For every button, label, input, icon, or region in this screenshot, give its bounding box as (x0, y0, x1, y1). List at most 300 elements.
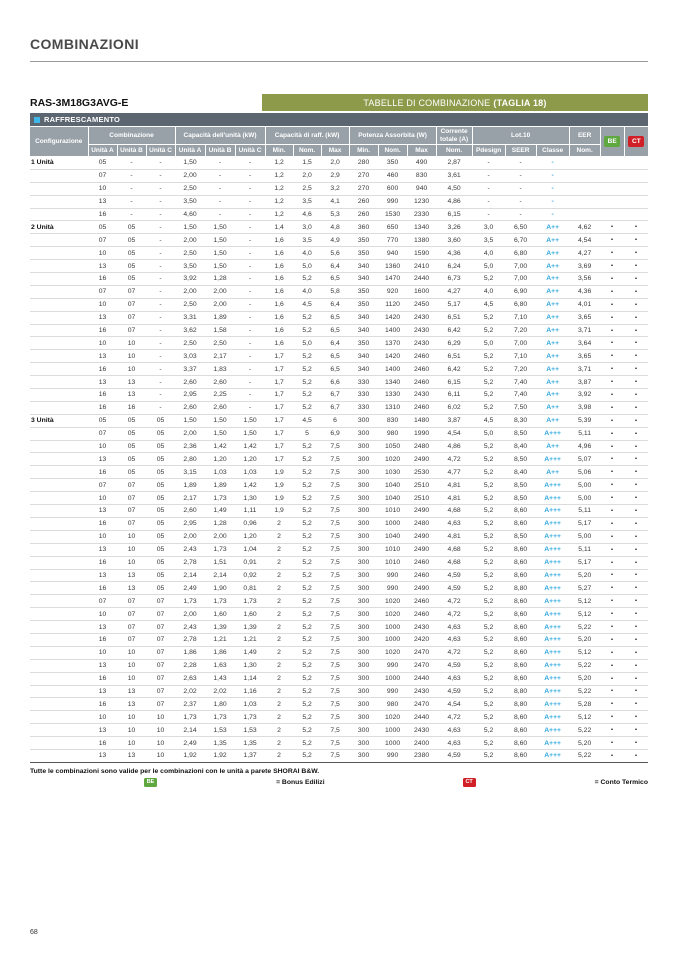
table-cell: 6,7 (321, 389, 349, 402)
sub-raff-nom: Nom. (293, 145, 321, 157)
table-cell: ▪ (624, 298, 648, 311)
config-group-label (30, 621, 88, 634)
table-cell: 300 (349, 440, 378, 453)
table-cell: 2470 (407, 698, 436, 711)
table-cell: 1050 (378, 440, 407, 453)
table-cell: ▪ (624, 543, 648, 556)
table-cell: 4,86 (436, 440, 472, 453)
table-cell: 8,60 (505, 749, 536, 762)
table-cell: 8,50 (505, 530, 536, 543)
table-cell: 05 (146, 466, 175, 479)
table-cell: 8,60 (505, 724, 536, 737)
table-cell: A+++ (536, 543, 569, 556)
table-cell: 1,50 (235, 414, 265, 427)
table-row (30, 273, 648, 286)
table-cell: A++ (536, 376, 569, 389)
config-group-label (30, 569, 88, 582)
table-cell: 2,17 (205, 350, 235, 363)
table-cell: 7,10 (505, 350, 536, 363)
table-cell: 4,1 (321, 195, 349, 208)
table-cell: 4,86 (436, 195, 472, 208)
table-cell: 2,00 (175, 427, 205, 440)
table-cell: 4,63 (436, 672, 472, 685)
table-cell: 1,49 (235, 646, 265, 659)
table-cell: 8,60 (505, 633, 536, 646)
table-cell: 5,3 (321, 208, 349, 221)
table-cell: ▪ (600, 608, 624, 621)
table-cell: 1,03 (205, 466, 235, 479)
config-group-label (30, 363, 88, 376)
table-cell: ▪ (600, 582, 624, 595)
table-cell: 330 (349, 401, 378, 414)
table-cell: 3,50 (175, 195, 205, 208)
table-cell: 1,2 (265, 182, 293, 195)
table-cell: 2,95 (175, 517, 205, 530)
table-cell: 07 (117, 621, 146, 634)
config-group-label (30, 711, 88, 724)
table-cell: - (235, 350, 265, 363)
table-cell: 2480 (407, 517, 436, 530)
table-cell: 2,00 (205, 285, 235, 298)
table-cell: 5,2 (472, 621, 505, 634)
table-cell: 5,2 (472, 749, 505, 762)
table-cell: 1,7 (265, 376, 293, 389)
table-cell: 7,00 (505, 273, 536, 286)
table-cell: ▪ (600, 556, 624, 569)
table-cell: 2 (265, 659, 293, 672)
table-cell: 2,50 (205, 337, 235, 350)
table-cell: 6,80 (505, 298, 536, 311)
table-cell: 980 (378, 427, 407, 440)
table-cell: 1,7 (265, 427, 293, 440)
table-row (30, 285, 648, 298)
table-cell: 4,63 (436, 633, 472, 646)
table-cell: 1,7 (265, 440, 293, 453)
table-cell: 4,27 (569, 247, 600, 260)
config-group-label (30, 273, 88, 286)
table-cell: 1,9 (265, 466, 293, 479)
table-cell: 07 (88, 234, 117, 247)
table-cell: 10 (117, 556, 146, 569)
table-cell: A+++ (536, 698, 569, 711)
table-cell: ▪ (600, 466, 624, 479)
table-cell: 5,2 (472, 633, 505, 646)
table-cell (569, 182, 600, 195)
be-legend-badge: BE (144, 778, 157, 787)
table-cell: A++ (536, 260, 569, 273)
table-cell: 16 (88, 324, 117, 337)
table-cell: ▪ (624, 350, 648, 363)
table-cell: 330 (349, 376, 378, 389)
table-row (30, 749, 648, 762)
table-cell: 990 (378, 195, 407, 208)
table-cell: 300 (349, 646, 378, 659)
table-cell: 4,72 (436, 608, 472, 621)
table-row (30, 595, 648, 608)
table-cell: 1,73 (205, 595, 235, 608)
table-cell: 980 (378, 698, 407, 711)
table-cell: - (235, 337, 265, 350)
table-cell: ▪ (624, 440, 648, 453)
table-cell: 5,0 (293, 337, 321, 350)
table-cell: 05 (117, 414, 146, 427)
config-group-label (30, 685, 88, 698)
table-cell: 340 (349, 273, 378, 286)
table-row (30, 711, 648, 724)
table-cell (624, 195, 648, 208)
table-cell: 16 (88, 401, 117, 414)
table-cell: 300 (349, 595, 378, 608)
table-cell: 5,0 (293, 260, 321, 273)
config-group-label (30, 182, 88, 195)
table-cell: 1,50 (175, 221, 205, 234)
table-cell: 07 (117, 492, 146, 505)
table-cell: 10 (88, 440, 117, 453)
table-cell: 1,80 (205, 698, 235, 711)
table-cell: 4,63 (436, 517, 472, 530)
table-cell: A++ (536, 221, 569, 234)
table-cell: 2,5 (293, 182, 321, 195)
table-cell: 13 (88, 453, 117, 466)
table-cell: 4,77 (436, 466, 472, 479)
table-cell: 7,5 (321, 659, 349, 672)
table-cell: 2510 (407, 492, 436, 505)
table-cell: ▪ (600, 311, 624, 324)
table-cell: 1590 (407, 247, 436, 260)
table-cell: 2,78 (175, 633, 205, 646)
table-cell: 13 (88, 311, 117, 324)
table-cell: 5,11 (569, 505, 600, 518)
table-cell: 4,8 (321, 221, 349, 234)
table-cell: 1000 (378, 621, 407, 634)
table-row (30, 376, 648, 389)
table-cell: A+++ (536, 427, 569, 440)
table-cell: 4,5 (472, 414, 505, 427)
table-cell: 330 (349, 389, 378, 402)
table-cell (624, 157, 648, 170)
table-cell: 1230 (407, 195, 436, 208)
table-cell: 2430 (407, 685, 436, 698)
table-cell: 2,49 (175, 737, 205, 750)
table-cell: 5,2 (472, 401, 505, 414)
table-cell: 1,73 (235, 711, 265, 724)
table-cell: - (505, 208, 536, 221)
table-cell: 1,60 (205, 608, 235, 621)
table-cell: 7,5 (321, 466, 349, 479)
table-cell: 6,5 (321, 311, 349, 324)
table-cell: 5,2 (293, 363, 321, 376)
table-cell: 05 (117, 247, 146, 260)
table-cell (624, 169, 648, 182)
table-cell: ▪ (624, 621, 648, 634)
table-cell: 350 (349, 285, 378, 298)
table-row (30, 621, 648, 634)
table-row (30, 466, 648, 479)
table-cell: 3,71 (569, 324, 600, 337)
table-cell: 7,5 (321, 749, 349, 762)
table-cell: 2 (265, 698, 293, 711)
table-cell: 5,2 (293, 672, 321, 685)
table-cell: 1,42 (205, 440, 235, 453)
table-cell: 5,12 (569, 711, 600, 724)
config-group-label (30, 633, 88, 646)
table-cell: 300 (349, 427, 378, 440)
table-cell: 05 (117, 234, 146, 247)
table-row (30, 182, 648, 195)
table-cell: 300 (349, 453, 378, 466)
table-cell: 1,73 (205, 492, 235, 505)
table-cell: 7,5 (321, 543, 349, 556)
table-cell: 1120 (378, 298, 407, 311)
table-cell: 2440 (407, 273, 436, 286)
table-cell: 300 (349, 724, 378, 737)
table-cell: ▪ (600, 505, 624, 518)
sub-combi-unita-a: Unità A (88, 145, 117, 157)
table-cell: 1420 (378, 350, 407, 363)
table-cell: 650 (378, 221, 407, 234)
table-cell: 8,50 (505, 479, 536, 492)
table-cell: ▪ (624, 401, 648, 414)
table-cell: 5,2 (472, 582, 505, 595)
table-cell: - (235, 389, 265, 402)
table-cell: 2,60 (175, 376, 205, 389)
config-group-label (30, 350, 88, 363)
table-cell: 13 (88, 569, 117, 582)
config-group-label (30, 672, 88, 685)
table-cell: 5,2 (472, 569, 505, 582)
table-cell: 2,49 (175, 582, 205, 595)
table-cell: 5,2 (472, 350, 505, 363)
table-cell: - (536, 208, 569, 221)
table-row (30, 492, 648, 505)
table-cell: 1310 (378, 401, 407, 414)
table-cell: 5,2 (472, 389, 505, 402)
table-cell: 300 (349, 608, 378, 621)
table-cell: A+++ (536, 724, 569, 737)
table-cell: - (205, 182, 235, 195)
table-cell (600, 195, 624, 208)
table-cell: 5,0 (472, 337, 505, 350)
table-cell: 10 (117, 363, 146, 376)
table-cell: 05 (146, 569, 175, 582)
table-cell: - (536, 182, 569, 195)
table-cell: 990 (378, 582, 407, 595)
table-cell: 1,2 (265, 157, 293, 170)
table-cell: 5,22 (569, 659, 600, 672)
table-cell: 1,5 (293, 157, 321, 170)
table-cell: 2,60 (205, 401, 235, 414)
table-cell: ▪ (600, 324, 624, 337)
table-cell: ▪ (600, 350, 624, 363)
table-cell: 07 (117, 479, 146, 492)
table-cell: 1,30 (235, 492, 265, 505)
config-group-label (30, 195, 88, 208)
table-cell: - (235, 208, 265, 221)
table-cell: 5,2 (293, 569, 321, 582)
table-cell: ▪ (600, 543, 624, 556)
table-cell: 1,2 (265, 169, 293, 182)
table-cell: 300 (349, 530, 378, 543)
table-cell: - (146, 376, 175, 389)
table-cell: 5,2 (293, 646, 321, 659)
table-row (30, 363, 648, 376)
table-cell: 0,81 (235, 582, 265, 595)
table-cell: - (235, 311, 265, 324)
sub-lot10-classe: Classe (536, 145, 569, 157)
table-cell: ▪ (600, 221, 624, 234)
config-group-label (30, 749, 88, 762)
table-cell: 4,72 (436, 595, 472, 608)
table-cell: 2 (265, 749, 293, 762)
table-cell: 4,81 (436, 530, 472, 543)
table-cell: 7,5 (321, 646, 349, 659)
table-cell: 270 (349, 182, 378, 195)
table-cell: - (146, 311, 175, 324)
table-cell: 5,2 (293, 530, 321, 543)
table-cell: 10 (88, 711, 117, 724)
config-group-label (30, 208, 88, 221)
table-cell: 1340 (407, 221, 436, 234)
config-group-label (30, 298, 88, 311)
legend (30, 778, 648, 787)
table-cell (600, 182, 624, 195)
table-cell: 300 (349, 633, 378, 646)
table-cell: ▪ (624, 247, 648, 260)
sub-combi-unita-c: Unità C (146, 145, 175, 157)
table-cell: 5,22 (569, 621, 600, 634)
table-cell: 5,2 (293, 543, 321, 556)
table-row (30, 479, 648, 492)
table-cell: 07 (117, 595, 146, 608)
table-row (30, 298, 648, 311)
sub-pot-max: Max (407, 145, 436, 157)
table-cell: 1420 (378, 311, 407, 324)
table-cell: ▪ (624, 711, 648, 724)
table-cell: 2,63 (175, 672, 205, 685)
table-cell: 6,9 (321, 427, 349, 440)
table-cell: A++ (536, 234, 569, 247)
table-cell: 1,35 (205, 737, 235, 750)
table-cell: ▪ (624, 324, 648, 337)
table-cell: 2 (265, 582, 293, 595)
table-cell: 6,5 (321, 324, 349, 337)
table-cell: 460 (378, 169, 407, 182)
table-cell: 2,95 (175, 389, 205, 402)
table-cell: 8,60 (505, 646, 536, 659)
table-row (30, 608, 648, 621)
table-cell: 16 (88, 582, 117, 595)
table-cell: 4,59 (436, 685, 472, 698)
table-cell: ▪ (624, 724, 648, 737)
table-cell: ▪ (600, 698, 624, 711)
table-cell: ▪ (624, 389, 648, 402)
table-cell: 4,36 (569, 285, 600, 298)
table-row (30, 646, 648, 659)
table-cell: A++ (536, 350, 569, 363)
table-cell: - (146, 350, 175, 363)
table-cell: 4,54 (569, 234, 600, 247)
sub-raff-max: Max (321, 145, 349, 157)
config-group-label: 3 Unità (30, 414, 88, 427)
banner-size: (TAGLIA 18) (493, 97, 547, 108)
table-cell: 5,20 (569, 633, 600, 646)
table-cell: 1,03 (235, 698, 265, 711)
table-cell: 1400 (378, 324, 407, 337)
table-cell (600, 169, 624, 182)
table-cell: 8,60 (505, 659, 536, 672)
table-cell: 10 (117, 337, 146, 350)
sub-lot10-pdesign: Pdesign (472, 145, 505, 157)
table-cell: - (235, 247, 265, 260)
table-cell: 05 (88, 157, 117, 170)
table-cell: 2530 (407, 466, 436, 479)
table-cell: 13 (88, 505, 117, 518)
table-cell: ▪ (600, 530, 624, 543)
table-cell: A++ (536, 440, 569, 453)
table-cell: 10 (117, 543, 146, 556)
combination-table (30, 127, 648, 763)
table-cell: 3,15 (175, 466, 205, 479)
table-cell: 07 (146, 659, 175, 672)
table-cell: 4,72 (436, 453, 472, 466)
table-cell: 3,87 (569, 376, 600, 389)
table-row (30, 569, 648, 582)
table-cell (569, 157, 600, 170)
table-cell: ▪ (624, 492, 648, 505)
table-cell: 5,2 (472, 311, 505, 324)
table-cell: ▪ (600, 298, 624, 311)
table-cell: 3,03 (175, 350, 205, 363)
table-cell: 490 (407, 157, 436, 170)
table-cell: 1,50 (175, 157, 205, 170)
table-cell: 7,5 (321, 621, 349, 634)
table-cell: 16 (88, 633, 117, 646)
table-cell: 2,36 (175, 440, 205, 453)
combination-banner (262, 94, 648, 111)
table-cell: 10 (117, 350, 146, 363)
table-cell: 4,60 (175, 208, 205, 221)
table-cell (624, 208, 648, 221)
table-cell: - (146, 195, 175, 208)
table-header (30, 127, 648, 157)
table-cell: 1,20 (205, 453, 235, 466)
table-cell: 5,2 (293, 737, 321, 750)
colgroup-combinazione: Combinazione (88, 127, 175, 145)
config-group-label (30, 427, 88, 440)
table-cell: 6,24 (436, 260, 472, 273)
table-cell: 1000 (378, 633, 407, 646)
table-cell: ▪ (600, 260, 624, 273)
table-cell: 6,02 (436, 401, 472, 414)
table-cell: 2 (265, 543, 293, 556)
table-cell: - (235, 363, 265, 376)
table-cell: 5,2 (293, 659, 321, 672)
table-cell: 07 (88, 285, 117, 298)
table-cell: 4,36 (436, 247, 472, 260)
table-row (30, 685, 648, 698)
table-cell: 2460 (407, 569, 436, 582)
table-cell: 5,22 (569, 749, 600, 762)
table-cell: 5,2 (293, 505, 321, 518)
table-cell: 300 (349, 556, 378, 569)
table-cell: A++ (536, 247, 569, 260)
table-cell: 6,4 (321, 298, 349, 311)
table-cell: A++ (536, 337, 569, 350)
table-cell: 2400 (407, 737, 436, 750)
table-cell: 4,72 (436, 711, 472, 724)
table-cell: 300 (349, 659, 378, 672)
table-cell: - (505, 157, 536, 170)
